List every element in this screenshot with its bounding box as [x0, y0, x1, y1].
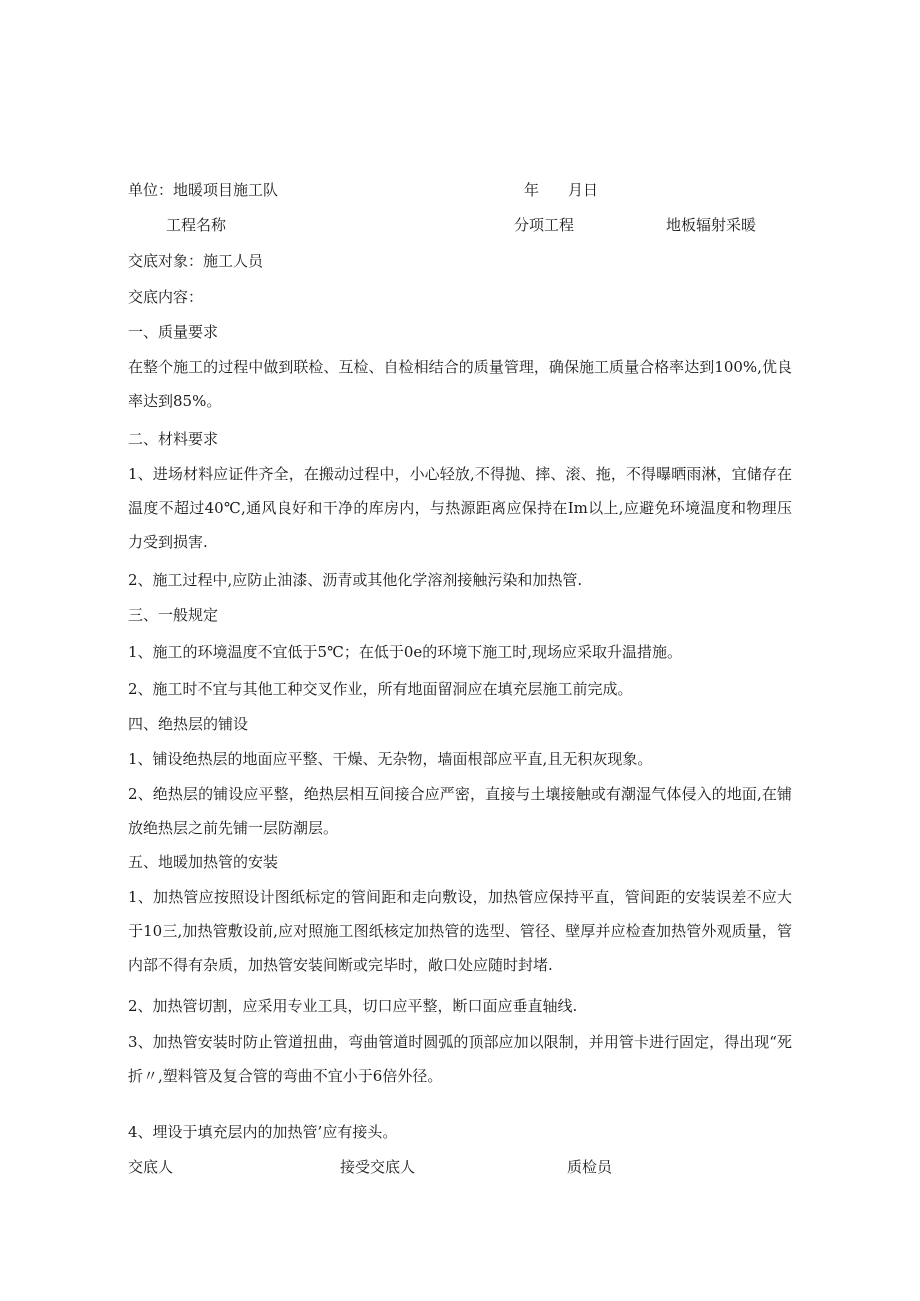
pipe-item-1: 1、加热管应按照设计图纸标定的管间距和走向敷设，加热管应保持平直，管间距的安装误差不应大于10三,加热管敷设前,应对照施工图纸核定加热管的选型、管径、壁厚并应检查加热管外观质量，管内部不得有杂质，加热管安装间断或完毕时，敞口处应随时封堵.: [128, 888, 792, 974]
year-label: 年: [524, 181, 540, 199]
receiver-label: 接受交底人: [340, 1158, 416, 1176]
material-item-1: 1、进场材料应证件齐全，在搬动过程中，小心轻放,不得抛、摔、滚、拖，不得曝晒雨淋，宜储存在温度不超过40℃,通风良好和干净的库房内，与热源距离应保持在Im以上,应避免环境温度和物理压力受到损害.: [128, 465, 792, 551]
inspector-label: 质检员: [567, 1158, 613, 1176]
pipe-heading: 五、地暖加热管的安装: [128, 853, 279, 871]
material-heading: 二、材料要求: [128, 430, 219, 448]
insulation-item-2: 2、绝热层的铺设应平整，绝热层相互间接合应严密，直接与土壤接触或有潮湿气体侵入的地面,在铺放绝热层之前先铺一层防潮层。: [128, 785, 792, 837]
general-heading: 三、一般规定: [128, 606, 219, 624]
sub-project-label: 分项工程: [514, 216, 575, 234]
general-item-2: 2、施工时不宜与其他工种交叉作业，所有地面留洞应在填充层施工前完成。: [128, 680, 633, 698]
quality-paragraph: 在整个施工的过程中做到联检、互检、自检相结合的质量管理，确保施工质量合格率达到100%,优良率达到85%。: [128, 358, 792, 410]
quality-heading: 一、质量要求: [128, 323, 219, 341]
pipe-item-4: 4、埋设于填充层内的加热管’应有接头。: [128, 1123, 398, 1141]
month-day-label: 月日: [568, 181, 599, 199]
insulation-item-1: 1、铺设绝热层的地面应平整、干燥、无杂物，墙面根部应平直,且无积灰现象。: [128, 750, 653, 768]
audience-label: 交底对象：施工人员: [128, 252, 264, 270]
material-item-2: 2、施工过程中,应防止油漆、沥青或其他化学溶剂接触污染和加热管.: [128, 571, 583, 589]
content-label: 交底内容：: [128, 288, 204, 306]
general-item-1: 1、施工的环境温度不宜低于5℃；在低于0e的环境下施工时,现场应采取升温措施。: [128, 643, 683, 661]
pipe-item-2: 2、加热管切割，应采用专业工具，切口应平整，断口面应垂直轴线.: [128, 997, 578, 1015]
presenter-label: 交底人: [128, 1158, 174, 1176]
project-name-label: 工程名称: [166, 216, 227, 234]
unit-label: 单位：地暖项目施工队: [128, 181, 279, 199]
insulation-heading: 四、绝热层的铺设: [128, 715, 249, 733]
pipe-item-3: 3、加热管安装时防止管道扭曲，弯曲管道时圆弧的顶部应加以限制，并用管卡进行固定，得出现“死折〃,塑料管及复合管的弯曲不宜小于6倍外径。: [128, 1033, 792, 1085]
sub-project-value: 地板辐射采暖: [666, 216, 757, 234]
